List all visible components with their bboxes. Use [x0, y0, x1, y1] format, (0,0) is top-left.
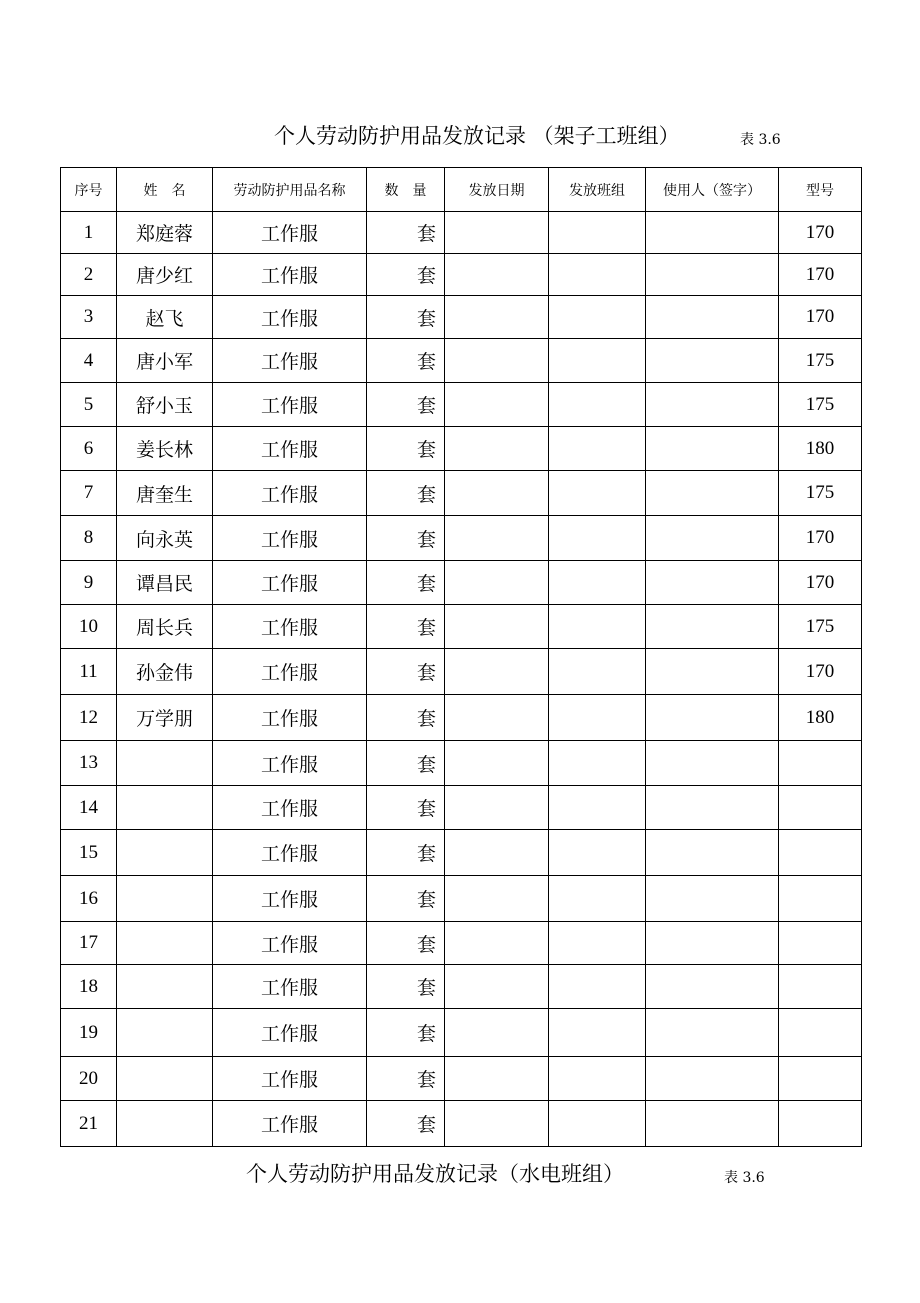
- quantity-unit: 套: [367, 383, 445, 427]
- issue-date-cell: [445, 471, 549, 516]
- row-number: 2: [61, 254, 117, 296]
- size-cell: 170: [779, 516, 862, 561]
- size-cell: [779, 1057, 862, 1101]
- quantity-unit: 套: [367, 1057, 445, 1101]
- signature-cell: [646, 561, 779, 605]
- row-number: 6: [61, 427, 117, 471]
- issue-date-cell: [445, 383, 549, 427]
- header-name: 姓 名: [117, 168, 213, 212]
- recipient-name: [117, 965, 213, 1009]
- signature-cell: [646, 1101, 779, 1147]
- issue-date-cell: [445, 965, 549, 1009]
- size-cell: 170: [779, 212, 862, 254]
- item-name: 工作服: [213, 471, 367, 516]
- row-number: 3: [61, 296, 117, 339]
- issuing-team-cell: [549, 1101, 646, 1147]
- quantity-unit: 套: [367, 561, 445, 605]
- recipient-name: 向永英: [117, 516, 213, 561]
- table-row: [61, 830, 862, 876]
- signature-cell: [646, 649, 779, 695]
- recipient-name: [117, 1009, 213, 1057]
- item-name: 工作服: [213, 649, 367, 695]
- quantity-unit: 套: [367, 830, 445, 876]
- size-cell: [779, 1009, 862, 1057]
- issue-date-cell: [445, 212, 549, 254]
- table-row: [61, 786, 862, 830]
- item-name: 工作服: [213, 212, 367, 254]
- recipient-name: 周长兵: [117, 605, 213, 649]
- header-team: 发放班组: [549, 168, 646, 212]
- header-quantity: 数 量: [367, 168, 445, 212]
- size-cell: 175: [779, 383, 862, 427]
- signature-cell: [646, 427, 779, 471]
- quantity-unit: 套: [367, 1009, 445, 1057]
- issuing-team-cell: [549, 922, 646, 965]
- size-cell: [779, 1101, 862, 1147]
- issue-date-cell: [445, 516, 549, 561]
- issue-date-cell: [445, 561, 549, 605]
- item-name: 工作服: [213, 876, 367, 922]
- issue-date-cell: [445, 1057, 549, 1101]
- issuing-team-cell: [549, 561, 646, 605]
- recipient-name: 唐少红: [117, 254, 213, 296]
- issuing-team-cell: [549, 876, 646, 922]
- issue-date-cell: [445, 605, 549, 649]
- issue-date-cell: [445, 1101, 549, 1147]
- row-number: 20: [61, 1057, 117, 1101]
- row-number: 12: [61, 695, 117, 741]
- table-row: [61, 1009, 862, 1057]
- issuing-team-cell: [549, 339, 646, 383]
- signature-cell: [646, 605, 779, 649]
- issuing-team-cell: [549, 471, 646, 516]
- recipient-name: [117, 786, 213, 830]
- row-number: 17: [61, 922, 117, 965]
- size-cell: 175: [779, 605, 862, 649]
- item-name: 工作服: [213, 830, 367, 876]
- signature-cell: [646, 876, 779, 922]
- size-cell: [779, 786, 862, 830]
- record-title-electrical-team: [0, 1158, 920, 1190]
- item-name: 工作服: [213, 922, 367, 965]
- signature-cell: [646, 471, 779, 516]
- table-row: [61, 605, 862, 649]
- size-cell: [779, 876, 862, 922]
- quantity-unit: 套: [367, 471, 445, 516]
- table-row: [61, 1101, 862, 1147]
- issue-date-cell: [445, 876, 549, 922]
- item-name: 工作服: [213, 296, 367, 339]
- issue-date-cell: [445, 339, 549, 383]
- table-row: [61, 516, 862, 561]
- issue-date-cell: [445, 830, 549, 876]
- size-cell: 170: [779, 254, 862, 296]
- size-cell: 170: [779, 296, 862, 339]
- recipient-name: 舒小玉: [117, 383, 213, 427]
- signature-cell: [646, 296, 779, 339]
- issuing-team-cell: [549, 296, 646, 339]
- table-row: [61, 922, 862, 965]
- recipient-name: 万学朋: [117, 695, 213, 741]
- row-number: 11: [61, 649, 117, 695]
- quantity-unit: 套: [367, 786, 445, 830]
- quantity-unit: 套: [367, 965, 445, 1009]
- page-title: 个人劳动防护用品发放记录 （架子工班组）: [274, 124, 680, 148]
- recipient-name: 谭昌民: [117, 561, 213, 605]
- item-name: 工作服: [213, 741, 367, 786]
- header-date: 发放日期: [445, 168, 549, 212]
- row-number: 5: [61, 383, 117, 427]
- header-no: 序号: [61, 168, 117, 212]
- issuing-team-cell: [549, 254, 646, 296]
- issuing-team-cell: [549, 516, 646, 561]
- signature-cell: [646, 339, 779, 383]
- row-number: 21: [61, 1101, 117, 1147]
- issuing-team-cell: [549, 786, 646, 830]
- header-size: 型号: [779, 168, 862, 212]
- size-cell: [779, 830, 862, 876]
- issuing-team-cell: [549, 1057, 646, 1101]
- issue-date-cell: [445, 427, 549, 471]
- size-cell: [779, 922, 862, 965]
- header-item: 劳动防护用品名称: [213, 168, 367, 212]
- signature-cell: [646, 1057, 779, 1101]
- quantity-unit: 套: [367, 695, 445, 741]
- row-number: 18: [61, 965, 117, 1009]
- row-number: 14: [61, 786, 117, 830]
- table-row: [61, 427, 862, 471]
- item-name: 工作服: [213, 1101, 367, 1147]
- recipient-name: 唐小军: [117, 339, 213, 383]
- row-number: 8: [61, 516, 117, 561]
- signature-cell: [646, 516, 779, 561]
- table-number-label: 表 3.6: [740, 132, 781, 148]
- issuing-team-cell: [549, 427, 646, 471]
- table-row: [61, 649, 862, 695]
- issuing-team-cell: [549, 605, 646, 649]
- issue-date-cell: [445, 296, 549, 339]
- signature-cell: [646, 786, 779, 830]
- table-row: [61, 296, 862, 339]
- size-cell: 175: [779, 339, 862, 383]
- signature-cell: [646, 741, 779, 786]
- table-row: [61, 254, 862, 296]
- issuing-team-cell: [549, 965, 646, 1009]
- row-number: 7: [61, 471, 117, 516]
- table-row: [61, 876, 862, 922]
- header-signer: 使用人（签字）: [646, 168, 779, 212]
- issue-date-cell: [445, 695, 549, 741]
- item-name: 工作服: [213, 605, 367, 649]
- item-name: 工作服: [213, 786, 367, 830]
- size-cell: [779, 741, 862, 786]
- recipient-name: [117, 922, 213, 965]
- quantity-unit: 套: [367, 212, 445, 254]
- table-row: [61, 339, 862, 383]
- next-table-number-label: 表 3.6: [724, 1170, 765, 1186]
- signature-cell: [646, 695, 779, 741]
- table-row: [61, 741, 862, 786]
- signature-cell: [646, 1009, 779, 1057]
- item-name: 工作服: [213, 561, 367, 605]
- row-number: 10: [61, 605, 117, 649]
- size-cell: [779, 965, 862, 1009]
- issuing-team-cell: [549, 830, 646, 876]
- table-row: [61, 471, 862, 516]
- row-number: 15: [61, 830, 117, 876]
- issue-date-cell: [445, 254, 549, 296]
- item-name: 工作服: [213, 695, 367, 741]
- quantity-unit: 套: [367, 254, 445, 296]
- table-row: [61, 561, 862, 605]
- issue-date-cell: [445, 922, 549, 965]
- issuing-team-cell: [549, 695, 646, 741]
- issuing-team-cell: [549, 741, 646, 786]
- item-name: 工作服: [213, 965, 367, 1009]
- recipient-name: 姜长林: [117, 427, 213, 471]
- signature-cell: [646, 965, 779, 1009]
- signature-cell: [646, 383, 779, 427]
- size-cell: 170: [779, 561, 862, 605]
- recipient-name: 郑庭蓉: [117, 212, 213, 254]
- quantity-unit: 套: [367, 1101, 445, 1147]
- recipient-name: [117, 741, 213, 786]
- table-row: [61, 695, 862, 741]
- issuing-team-cell: [549, 212, 646, 254]
- row-number: 1: [61, 212, 117, 254]
- signature-cell: [646, 922, 779, 965]
- table-row: [61, 212, 862, 254]
- recipient-name: [117, 830, 213, 876]
- row-number: 9: [61, 561, 117, 605]
- size-cell: 180: [779, 695, 862, 741]
- next-page-title: 个人劳动防护用品发放记录（水电班组）: [246, 1162, 624, 1186]
- table-row: [61, 965, 862, 1009]
- quantity-unit: 套: [367, 296, 445, 339]
- item-name: 工作服: [213, 427, 367, 471]
- record-title-scaffold-team: [0, 120, 920, 152]
- issue-date-cell: [445, 649, 549, 695]
- recipient-name: 唐奎生: [117, 471, 213, 516]
- quantity-unit: 套: [367, 516, 445, 561]
- row-number: 13: [61, 741, 117, 786]
- row-number: 16: [61, 876, 117, 922]
- issue-date-cell: [445, 741, 549, 786]
- issuing-team-cell: [549, 649, 646, 695]
- item-name: 工作服: [213, 339, 367, 383]
- signature-cell: [646, 212, 779, 254]
- issuing-team-cell: [549, 1009, 646, 1057]
- recipient-name: 孙金伟: [117, 649, 213, 695]
- table-row: [61, 1057, 862, 1101]
- row-number: 4: [61, 339, 117, 383]
- table-body: [61, 212, 862, 1147]
- quantity-unit: 套: [367, 427, 445, 471]
- item-name: 工作服: [213, 254, 367, 296]
- quantity-unit: 套: [367, 605, 445, 649]
- quantity-unit: 套: [367, 741, 445, 786]
- issue-date-cell: [445, 1009, 549, 1057]
- issuance-record-table: [60, 167, 862, 1147]
- recipient-name: [117, 1101, 213, 1147]
- recipient-name: [117, 1057, 213, 1101]
- quantity-unit: 套: [367, 339, 445, 383]
- recipient-name: [117, 876, 213, 922]
- quantity-unit: 套: [367, 649, 445, 695]
- item-name: 工作服: [213, 1009, 367, 1057]
- quantity-unit: 套: [367, 922, 445, 965]
- row-number: 19: [61, 1009, 117, 1057]
- issuing-team-cell: [549, 383, 646, 427]
- quantity-unit: 套: [367, 876, 445, 922]
- signature-cell: [646, 254, 779, 296]
- item-name: 工作服: [213, 383, 367, 427]
- issue-date-cell: [445, 786, 549, 830]
- item-name: 工作服: [213, 1057, 367, 1101]
- table-row: [61, 383, 862, 427]
- size-cell: 180: [779, 427, 862, 471]
- recipient-name: 赵飞: [117, 296, 213, 339]
- size-cell: 170: [779, 649, 862, 695]
- item-name: 工作服: [213, 516, 367, 561]
- size-cell: 175: [779, 471, 862, 516]
- table-header-row: [61, 168, 862, 212]
- signature-cell: [646, 830, 779, 876]
